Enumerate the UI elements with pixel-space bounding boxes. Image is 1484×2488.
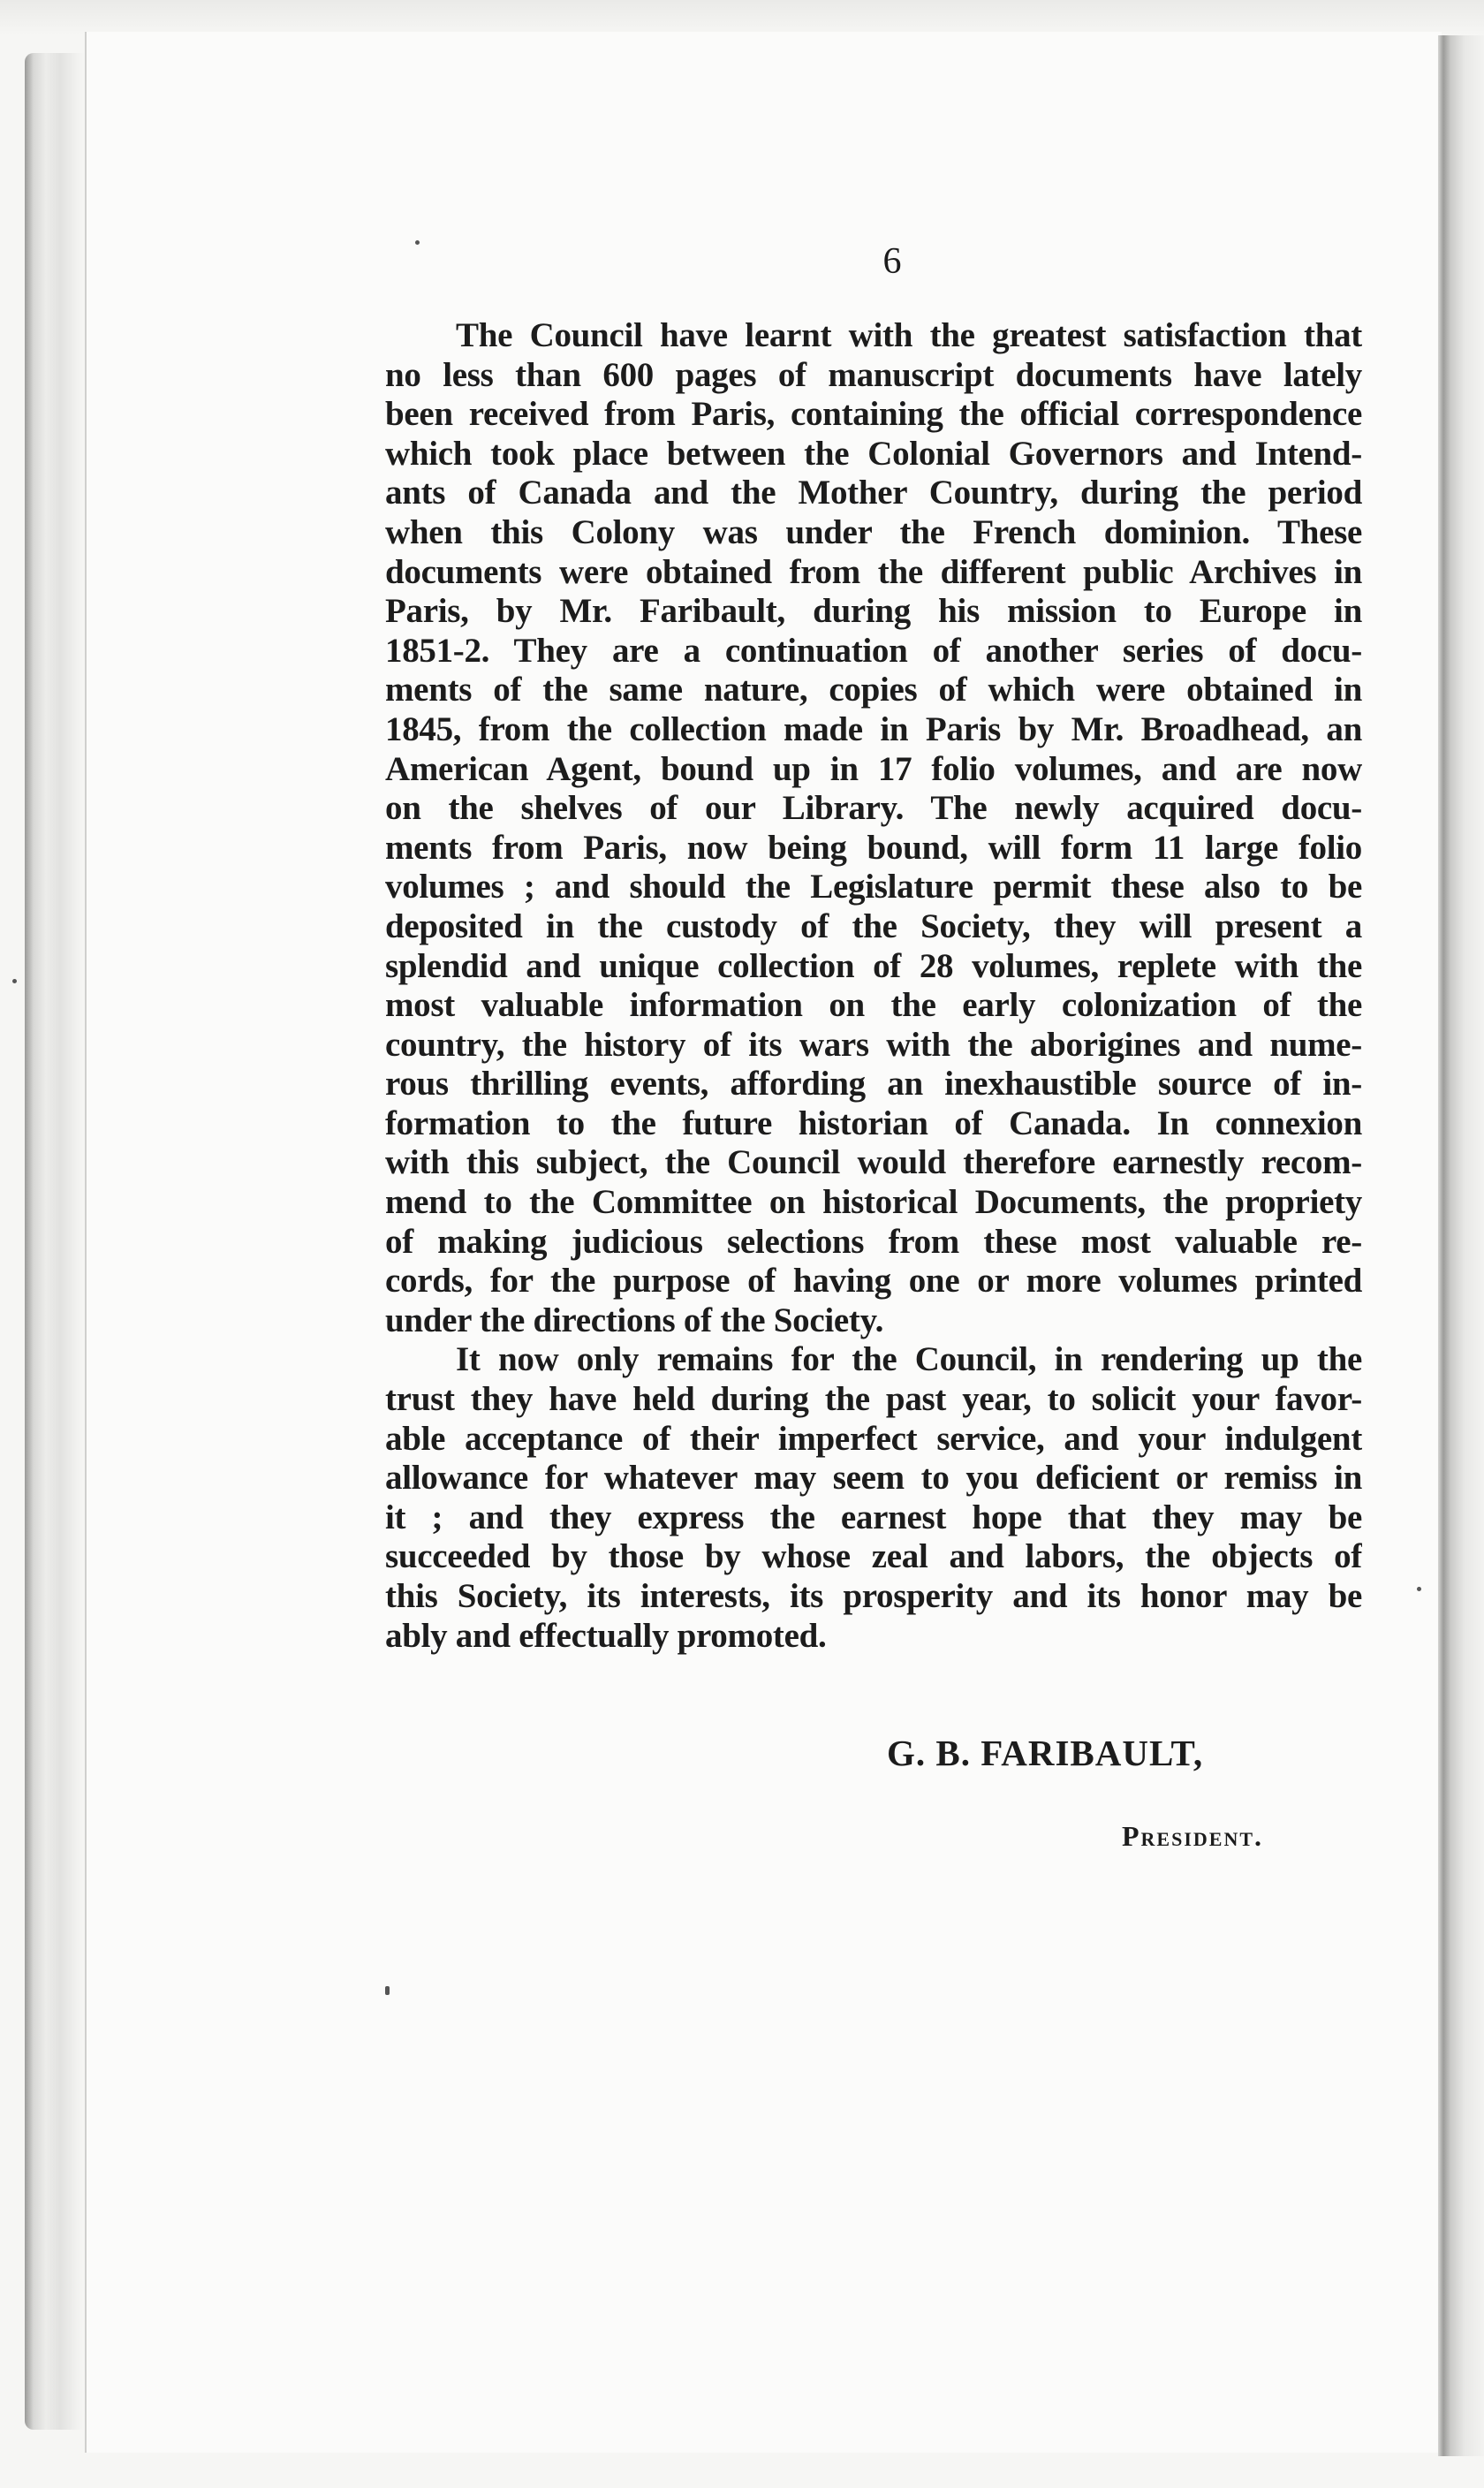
text-line: ments from Paris, now being bound, will form 11 large folio (385, 828, 1362, 867)
signature-name: G. B. FARIBAULT, (887, 1733, 1204, 1773)
paragraph (385, 1340, 1362, 1656)
text-line: with this subject, the Council would therefore earnestly recom- (385, 1143, 1362, 1182)
scan-speck (12, 979, 17, 983)
text-line: which took place between the Colonial Governors and Intend- (385, 434, 1362, 473)
text-line: under the directions of the Society. (385, 1301, 884, 1339)
binding-left-edge (25, 53, 88, 2430)
text-line: succeeded by those by whose zeal and labors, the objects of (385, 1537, 1362, 1576)
text-line: volumes ; and should the Legislature permit these also to be (385, 868, 1362, 906)
text-line: Paris, by Mr. Faribault, during his mission to Europe in (385, 592, 1362, 631)
text-line: allowance for whatever may seem to you deficient or remiss in (385, 1459, 1362, 1498)
scan-speck (385, 1986, 390, 1995)
text-line: It now only remains for the Council, in rendering up the (456, 1340, 1362, 1379)
text-line: formation to the future historian of Canada. In connexion (385, 1104, 1362, 1142)
text-line: ants of Canada and the Mother Country, during the period (385, 474, 1362, 512)
text-line: ably and effectually promoted. (385, 1616, 827, 1655)
text-line: able acceptance of their imperfect service, and your indulgent (385, 1419, 1362, 1458)
text-line: cords, for the purpose of having one or more volumes printed (385, 1262, 1362, 1301)
scan-speck (1417, 1587, 1421, 1591)
text-line: on the shelves of our Library. The newly acquired docu- (385, 789, 1362, 828)
text-line: 1851-2. They are a continuation of another series of docu- (385, 631, 1362, 670)
text-line: trust they have held during the past year, to solicit your favor- (385, 1380, 1362, 1419)
text-line: most valuable information on the early colonization of the (385, 986, 1362, 1025)
text-line: documents were obtained from the different public Archives in (385, 552, 1362, 591)
body-text (385, 316, 1362, 1656)
text-line: American Agent, bound up in 17 folio volumes, and are now (385, 749, 1362, 788)
text-line: deposited in the custody of the Society, they will present a (385, 906, 1362, 945)
text-line: mend to the Committee on historical Documents, the propriety (385, 1183, 1362, 1222)
text-line: rous thrilling events, affording an inexhaustible source of in- (385, 1065, 1362, 1104)
top-shadow (0, 0, 1484, 35)
paragraph (385, 316, 1362, 1340)
page-number: 6 (882, 241, 902, 282)
text-line: when this Colony was under the French dominion. These (385, 512, 1362, 551)
text-line: of making judicious selections from these most valuable re- (385, 1222, 1362, 1261)
text-line: no less than 600 pages of manuscript documents have lately (385, 355, 1362, 394)
text-line: splendid and unique collection of 28 volumes, replete with the (385, 946, 1362, 985)
text-line: it ; and they express the earnest hope that they may be (385, 1498, 1362, 1536)
text-line: been received from Paris, containing the official correspondence (385, 395, 1362, 434)
text-line: this Society, its interests, its prosperity and its honor may be (385, 1577, 1362, 1615)
text-line: country, the history of its wars with the aborigines and nume- (385, 1025, 1362, 1064)
text-line: ments of the same nature, copies of which were obtained in (385, 671, 1362, 709)
text-line: 1845, from the collection made in Paris by Mr. Broadhead, an (385, 709, 1362, 748)
signature-title: President. (1122, 1820, 1264, 1852)
text-line: The Council have learnt with the greatest satisfaction that (456, 316, 1362, 354)
binding-right-edge (1438, 35, 1484, 2456)
scan-speck (415, 240, 420, 245)
